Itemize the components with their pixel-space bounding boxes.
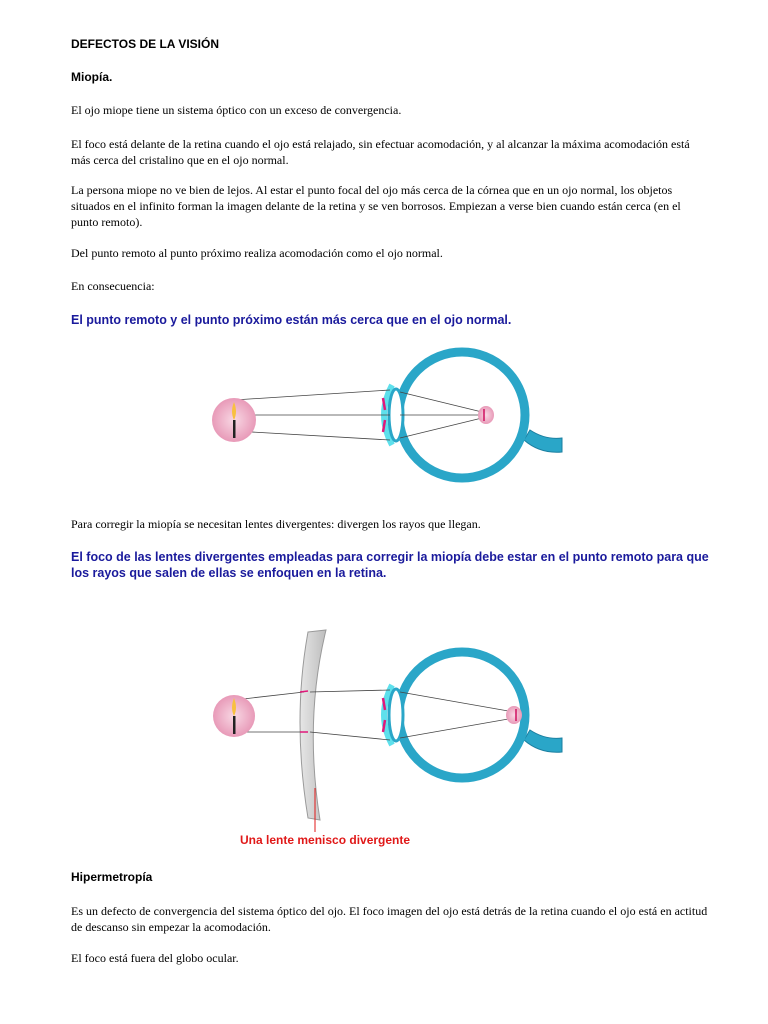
diverging-lens-correction-diagram bbox=[200, 620, 570, 850]
paragraph: El foco está delante de la retina cuando el ojo está relajado, sin efectuar acomodación, y al alcanzar la máxima acomodación está más cerca del cristalino que en el ojo normal. bbox=[71, 137, 690, 167]
myopic-eye-diagram bbox=[200, 340, 570, 490]
focal-image bbox=[478, 406, 494, 424]
paragraph: El foco está fuera del globo ocular. bbox=[71, 951, 239, 965]
focal-image bbox=[506, 706, 522, 724]
optic-nerve bbox=[524, 430, 562, 452]
section-heading-hipermetropia: Hipermetropía bbox=[71, 870, 153, 884]
meniscus-lens bbox=[300, 630, 326, 820]
paragraph: El ojo miope tiene un sistema óptico con un exceso de convergencia. bbox=[71, 103, 402, 117]
paragraph: En consecuencia: bbox=[71, 279, 155, 293]
paragraph: Del punto remoto al punto próximo realiza acomodación como el ojo normal. bbox=[71, 246, 443, 260]
highlight-statement: El punto remoto y el punto próximo están más cerca que en el ojo normal. bbox=[71, 313, 512, 327]
crystalline-lens bbox=[389, 689, 403, 741]
section-heading-miopia: Miopía. bbox=[71, 70, 113, 84]
paragraph: Para corregir la miopía se necesitan lentes divergentes: divergen los rayos que llegan. bbox=[71, 517, 481, 531]
figure-caption: Una lente menisco divergente bbox=[240, 833, 411, 847]
page-title: DEFECTOS DE LA VISIÓN bbox=[71, 37, 220, 51]
highlight-statement: El foco de las lentes divergentes empleadas para corregir la miopía debe estar en el punto remoto para que los rayos que salen de ellas se enfoquen en la retina. bbox=[71, 550, 709, 580]
paragraph: Es un defecto de convergencia del sistema óptico del ojo. El foco imagen del ojo está detrás de la retina cuando el ojo está en actitud de descanso sin empezar la acomodación. bbox=[71, 904, 708, 934]
paragraph: La persona miope no ve bien de lejos. Al estar el punto focal del ojo más cerca de la córnea que en un ojo normal, los objetos situados en el infinito forman la imagen delante de la retina y se ven borrosos. Empiezan a verse bien cuando están cerca (en el punto remoto). bbox=[71, 183, 681, 229]
